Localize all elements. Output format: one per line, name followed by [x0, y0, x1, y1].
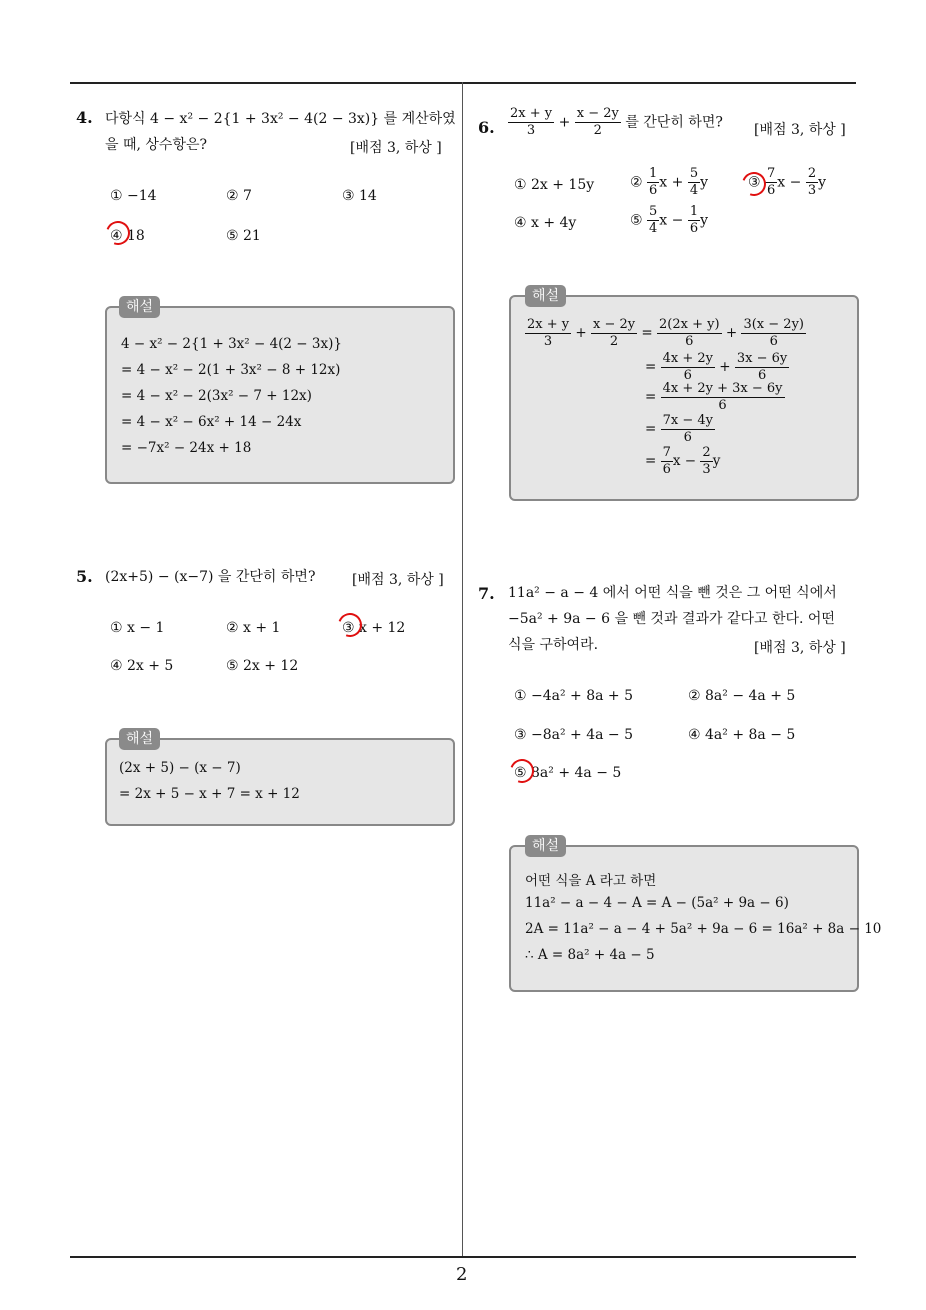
solution-line: 4 − x² − 2{1 + 3x² − 4(2 − 3x)}: [121, 336, 342, 352]
question-text-line2: 을 때, 상수항은?: [105, 137, 208, 153]
question-number: 7.: [478, 584, 495, 603]
choice-3[interactable]: ③ 14: [342, 188, 377, 204]
answer-mark-icon: [102, 217, 134, 249]
choice-4[interactable]: ④ 2x + 5: [110, 658, 174, 674]
fraction: $\frac{x - 2y}{2}$: [576, 106, 619, 138]
points-label: [배점 3, 하상 ]: [754, 122, 846, 138]
solution-line: 11a² − a − 4 − A = A − (5a² + 9a − 6): [525, 895, 789, 911]
solution-line: = −7x² − 24x + 18: [121, 440, 252, 456]
question-text-line1: 11a² − a − 4 에서 어떤 식을 뺀 것은 그 어떤 식에서: [508, 585, 837, 601]
solution-line: = $\frac{4x + 2y}{6}$ + $\frac{3x - 6y}{6}$: [645, 351, 788, 383]
solution-line: = 4 − x² − 2(1 + 3x² − 8 + 12x): [121, 362, 341, 378]
solution-tag: 해설: [119, 728, 160, 750]
solution-line: ∴ A = 8a² + 4a − 5: [525, 947, 655, 963]
choice-2[interactable]: ② 8a² − 4a + 5: [688, 688, 796, 704]
points-label: [배점 3, 하상 ]: [350, 140, 442, 156]
solution-line: = 2x + 5 − x + 7 = x + 12: [119, 786, 300, 802]
choice-1[interactable]: ① −14: [110, 188, 157, 204]
choice-1[interactable]: ① x − 1: [110, 620, 165, 636]
answer-mark-icon: [506, 755, 538, 787]
solution-box: [509, 838, 882, 992]
solution-line: 2A = 11a² − a − 4 + 5a² + 9a − 6 = 16a² + 8a − 10: [525, 921, 882, 937]
solution-box: [105, 731, 455, 826]
solution-line: = 4 − x² − 6x² + 14 − 24x: [121, 414, 302, 430]
page-number: 2: [456, 1264, 468, 1285]
choice-5[interactable]: ⑤ 2x + 12: [226, 658, 299, 674]
choice-4[interactable]: ④ x + 4y: [514, 215, 577, 231]
answer-mark-icon: [334, 609, 366, 641]
choice-5[interactable]: ⑤ $\frac{5}{4}$ x − $\frac{1}{6}$ y: [630, 204, 709, 236]
solution-line: = 4 − x² − 2(3x² − 7 + 12x): [121, 388, 312, 404]
bottom-rule: [70, 1256, 856, 1258]
solution-box: [105, 299, 455, 484]
solution-line: = $\frac{7x - 4y}{6}$: [645, 413, 713, 445]
choice-3[interactable]: ③ $\frac{7}{6}$ x − $\frac{2}{3}$ y: [748, 166, 827, 198]
choice-2[interactable]: ② $\frac{1}{6}$ x + $\frac{5}{4}$ y: [630, 166, 709, 198]
solution-line: = $\frac{4x + 2y + 3x - 6y}{6}$: [645, 381, 783, 413]
solution-tag: 해설: [119, 296, 160, 318]
question-number: 5.: [76, 567, 93, 586]
fraction: $\frac{2x + y}{3}$: [510, 106, 553, 138]
choice-2[interactable]: ② 7: [226, 188, 252, 204]
choice-3[interactable]: ③ −8a² + 4a − 5: [514, 727, 634, 743]
choice-3[interactable]: ③ x + 12: [342, 620, 406, 636]
question-text-line2: −5a² + 9a − 6 을 뺀 것과 결과가 같다고 한다. 어떤: [508, 611, 835, 627]
solution-tag: 해설: [525, 835, 566, 857]
points-label: [배점 3, 하상 ]: [352, 572, 444, 588]
solution-tag: 해설: [525, 285, 566, 307]
solution-line: = $\frac{7}{6}$ x − $\frac{2}{3}$ y: [645, 445, 721, 477]
choice-5[interactable]: ⑤ 21: [226, 228, 261, 244]
solution-line: 어떤 식을 A 라고 하면: [525, 873, 657, 889]
points-label: [배점 3, 하상 ]: [754, 640, 846, 656]
solution-line: $\frac{2x + y}{3}$ + $\frac{x - 2y}{2}$ = $\frac{2(2x + y)}{6}$ + $\frac{3(x - 2y)}{6}$: [527, 317, 804, 349]
question-number: 6.: [478, 118, 495, 137]
column-divider: [462, 82, 463, 1257]
question-text-line1: 다항식 4 − x² − 2{1 + 3x² − 4(2 − 3x)} 를 계산하였: [105, 111, 456, 127]
choice-5[interactable]: ⑤ 8a² + 4a − 5: [514, 765, 622, 781]
question-number: 4.: [76, 108, 93, 127]
choice-1[interactable]: ① −4a² + 8a + 5: [514, 688, 634, 704]
choice-1[interactable]: ① 2x + 15y: [514, 177, 595, 193]
solution-line: (2x + 5) − (x − 7): [119, 760, 241, 776]
top-rule: [70, 82, 856, 84]
question-text-line1: (2x+5) − (x−7) 을 간단히 하면?: [105, 569, 316, 585]
choice-4[interactable]: ④ 18: [110, 228, 145, 244]
question-text-line3: 식을 구하여라.: [508, 637, 599, 653]
solution-box: [509, 288, 859, 501]
choice-4[interactable]: ④ 4a² + 8a − 5: [688, 727, 796, 743]
question-text-line1: $\frac{2x + y}{3}$ + $\frac{x - 2y}{2}$ 를 간단히 하면?: [510, 106, 723, 138]
choice-2[interactable]: ② x + 1: [226, 620, 281, 636]
